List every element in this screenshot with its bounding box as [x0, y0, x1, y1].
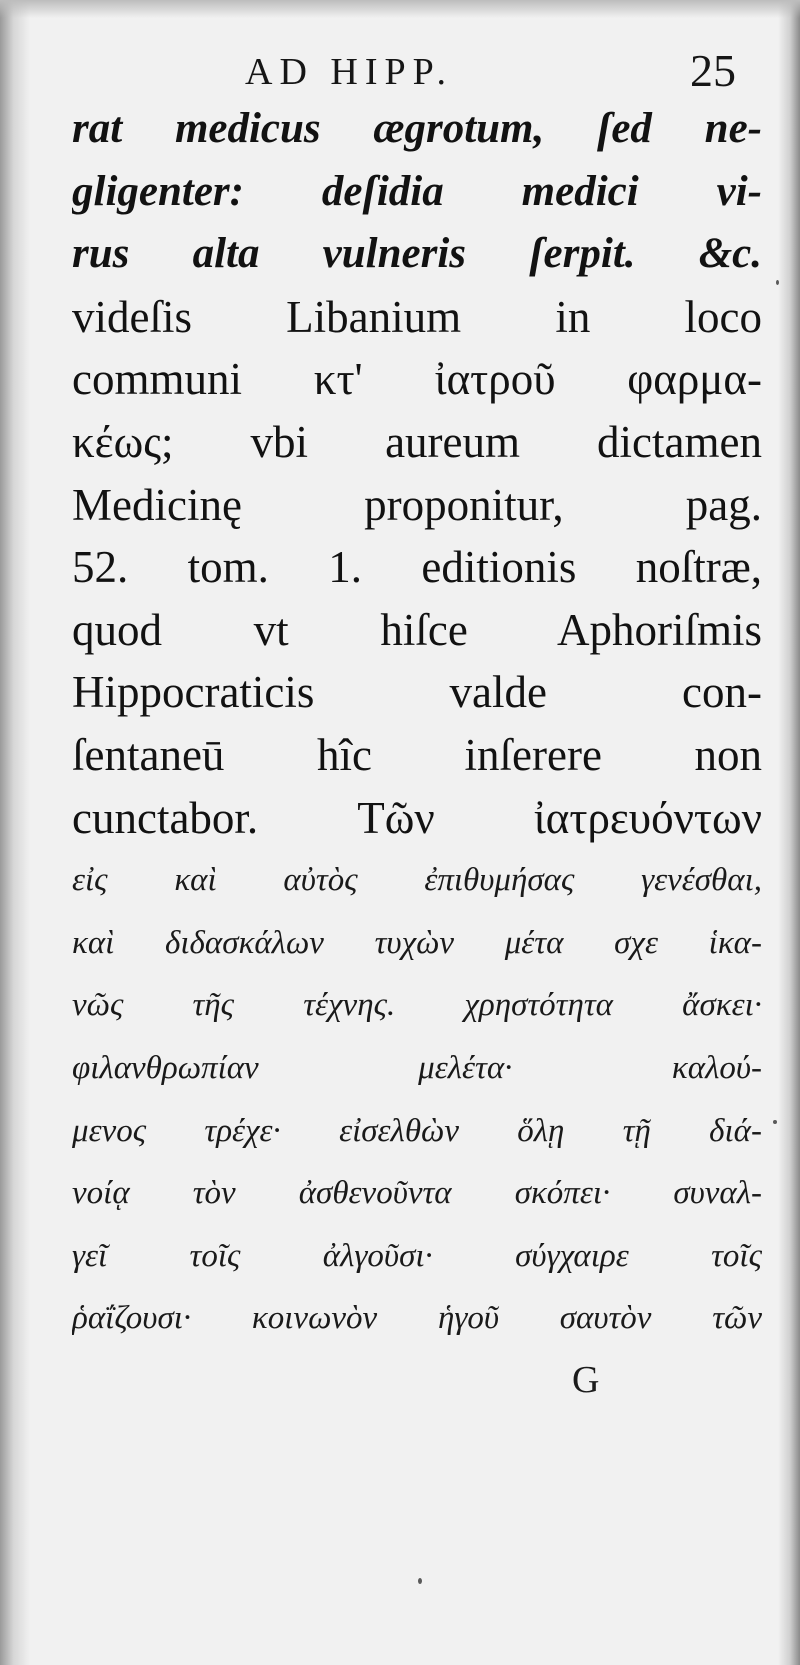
- text-line: quod vt hiſce Aphoriſmis: [72, 604, 762, 655]
- text-line: videſis Libanium in loco: [72, 291, 762, 342]
- ink-speck: [418, 1578, 422, 1584]
- text-line: rus alta vulneris ſerpit. &c.: [72, 230, 762, 278]
- text-line: cunctabor. Τῶν ἰατρευόντων: [72, 792, 762, 843]
- greek-text-line: νῶς τῆς τέχνης. χρηστότητα ἄσκει·: [72, 987, 762, 1024]
- text-line: communi κτ' ἰατροῦ φαρμα-: [72, 354, 762, 405]
- running-head: AD HIPP.: [245, 51, 454, 93]
- page-header: [0, 44, 800, 104]
- greek-text-line: νοίᾳ τὸν ἀσθενοῦντα σκόπει· συναλ-: [72, 1175, 762, 1212]
- text-line: Medicinę proponitur, pag.: [72, 479, 762, 530]
- text-line: ſentaneū hîc inſerere non: [72, 729, 762, 780]
- ink-speck: [776, 280, 779, 285]
- greek-text-line: μενος τρέχε· εἰσελθὼν ὅλῃ τῇ διά-: [72, 1112, 762, 1149]
- text-line: Hippocraticis valde con-: [72, 667, 762, 718]
- gutter-shadow: [0, 0, 30, 1665]
- text-line: gligenter: deſidia medici vi-: [72, 167, 762, 215]
- text-line: κέως; vbi aureum dictamen: [72, 416, 762, 467]
- greek-text-line: φιλανθρωπίαν μελέτα· καλού-: [72, 1049, 762, 1086]
- text-block: [72, 98, 762, 1350]
- greek-text-line: γεῖ τοῖς ἀλγοῦσι· σύγχαιρε τοῖς: [72, 1237, 762, 1274]
- ink-speck: [773, 1120, 777, 1124]
- text-line: rat medicus ægrotum, ſed ne-: [72, 105, 762, 152]
- top-edge-shadow: [0, 0, 800, 18]
- greek-text-line: καὶ διδασκάλων τυχὼν μέτα σχε ἱκα-: [72, 924, 762, 961]
- page-number: 25: [690, 45, 736, 96]
- page-edge-shadow: [778, 0, 800, 1665]
- text-line: 52. tom. 1. editionis noſtræ,: [72, 542, 762, 593]
- signature-mark: G: [572, 1359, 600, 1401]
- greek-text-line: εἰς καὶ αὐτὸς ἐπιθυμήσας γενέσθαι,: [72, 862, 762, 899]
- greek-text-line: ῥαΐζουσι· κοινωνὸν ἡγοῦ σαυτὸν τῶν: [72, 1300, 762, 1337]
